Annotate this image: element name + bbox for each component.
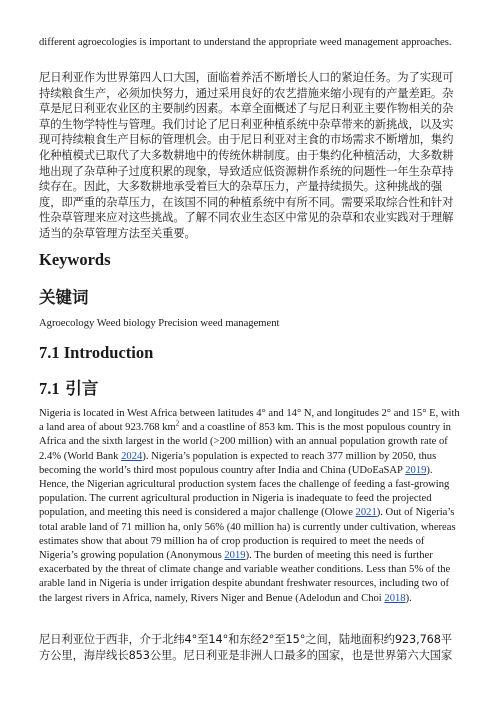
- citation-link[interactable]: 2019: [224, 550, 246, 562]
- section-title-zh: 引言: [65, 379, 99, 398]
- keywords-heading-zh: 关键词: [39, 288, 89, 307]
- introduction-chinese: 尼日利亚位于西非，介于北纬4°至14°和东经2°至15°之间，陆地面积约923,768平方公里，海岸线长853公里。尼日利亚是非洲人口最多的国家，也是世界第六大国家: [39, 633, 453, 662]
- keywords-list: Agroecology Weed biology Precision weed management: [39, 318, 280, 329]
- abstract-chinese: 尼日利亚作为世界第四人口大国，面临着养活不断增长人口的紧迫任务。为了实现可持续粮食生产，必须加快努力，通过采用良好的农艺措施来缩小现有的产量差距。杂草是尼日利亚农业区的主要制约因素。本章全面概述了与尼日利亚主要作物相关的杂草的生物学特性与管理。我们讨论了尼日利亚种植系统中杂草带来的新挑战，以及实现可持续粮食生产目标的管理机会。由于尼日利亚对主食的市场需求不断增加，集约化种植模式已取代了大多数耕地中的传统休耕制度。由于集约化种植活动，大多数耕地出现了杂草种子过度积累的现象，导致适应低资源耕作系统的问题性一年生杂草持续存在。因此，大多数耕地承受着巨大的杂草压力，产量持续损失。这种挑战的强度，即严重的杂草压力，在该国不同的种植系统中有所不同。需要采取综合性和针对性杂草管理来应对这些挑战。了解不同农业生态区中常见的杂草和农业实践对于理解适当的杂草管理方法至关重要。: [39, 71, 454, 240]
- citation-link[interactable]: 2018: [384, 592, 406, 604]
- citation-link[interactable]: 2019: [405, 464, 427, 476]
- keywords-heading-en: Keywords: [39, 250, 111, 269]
- top-paragraph-end: different agroecologies is important to understand the appropriate weed management approaches.: [39, 37, 452, 48]
- citation-link[interactable]: 2021: [355, 507, 377, 519]
- introduction-paragraph: Nigeria is located in West Africa between latitudes 4° and 14° N, and longitudes 2° and 15° E, with a land area of about 923.768 $km^2$ and a coastline of 853 km. This is the most populous country in Africa and the sixth largest in the world (>200 million) with an annual population growth rate of 2.4% (World Bank 2024). Nigeria’s population is expected to reach 377 million by 2050, thus becoming the world’s third most populous country after India and China (UDoEaSAP 2019). Hence, the Nigerian agricultural production system faces the challenge of feeding a fast-growing population. The current agricultural production in Nigeria is inadequate to feed the projected population, and meeting this need is considered a major challenge (Olowe 2021). Out of Nigeria’s total arable land of 71 million ha, only 56% (40 million ha) is currently under cultivation, whereas estimates show that about 79 million ha of crop production is required to meet the needs of Nigeria’s growing population (Anonymous 2019). The burden of meeting this need is further exacerbated by the threat of climate change and variable weather conditions. Less than 5% of the arable land in Nigeria is under irrigation despite abundant freshwater resources, including two of the largest rivers in Africa, namely, Rivers Niger and Benue (Adelodun and Choi 2018).: [39, 408, 460, 604]
- section-number: 7.1: [39, 379, 60, 398]
- section-heading-zh: [39, 375, 462, 399]
- section-heading-en: 7.1 Introduction: [39, 343, 154, 362]
- superscript: 2: [175, 419, 180, 428]
- citation-link[interactable]: 2024: [121, 450, 143, 462]
